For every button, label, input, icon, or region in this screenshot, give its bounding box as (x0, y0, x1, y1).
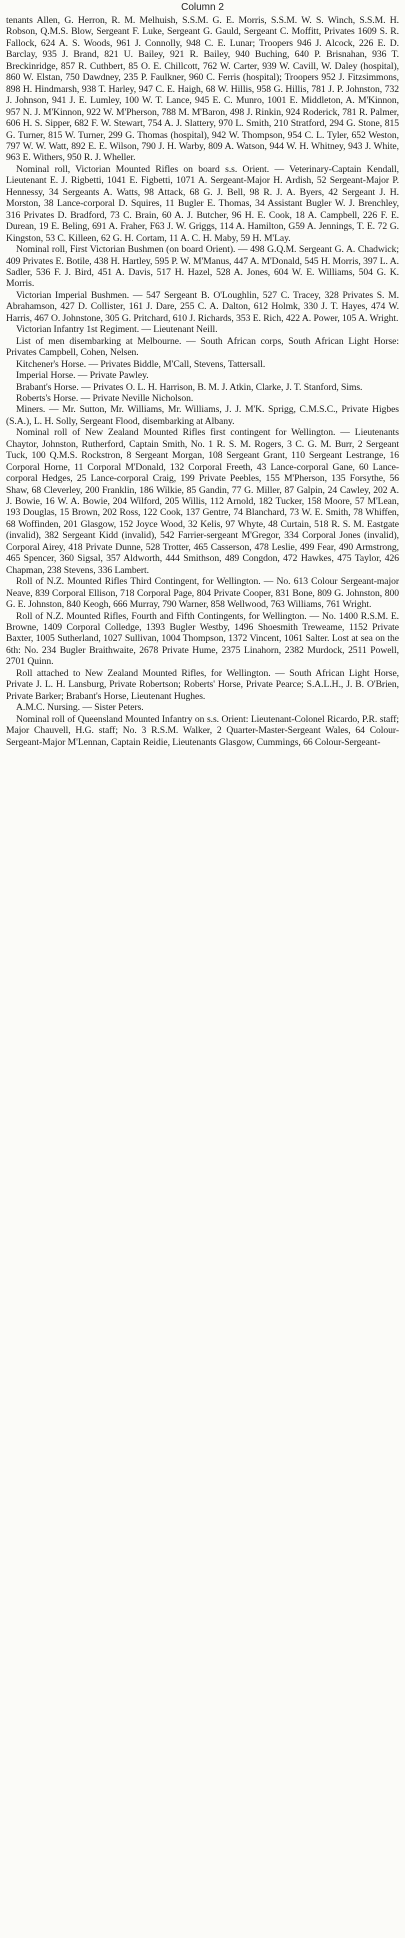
roll-paragraph-13: Roll of N.Z. Mounted Rifles Third Contingent, for Wellington. — No. 613 Colour Sergeant-major Neave, 839 Corporal Ellison, 718 Corporal Page, 804 Private Cooper, 831 Bone, 809 G. Johnston, 800 G. E. Johnston, 840 Keogh, 666 Murray, 790 Warner, 858 Wellwood, 763 Williams, 761 Wright. (6, 576, 399, 611)
article-column (6, 15, 399, 1933)
roll-paragraph-3: Nominal roll, First Victorian Bushmen (on board Orient). — 498 G.Q.M. Sergeant G. A. Chadwick; 409 Privates E. Botile, 438 H. Hartley, 595 P. W. M'Manus, 447 A. M'Donald, 545 H. Morris, 397 L. A. Sadler, 536 F. J. Bird, 451 A. Davis, 517 H. Hazel, 528 A. Jones, 604 W. E. Williams, 504 G. K. Morris. (6, 244, 399, 290)
roll-paragraph-8: Imperial Horse. — Private Pawley. (16, 370, 149, 382)
roll-paragraph-11: Miners. — Mr. Sutton, Mr. Williams, Mr. Williams, J. J. M'K. Sprigg, C.M.S.C., Private Higbes (S.A.), L. H. Solly, Sergeant Flood, disembarking at Albany. (6, 404, 399, 427)
roll-paragraph-10: Roberts's Horse. — Private Neville Nicholson. (16, 392, 194, 404)
roll-paragraph-9: Brabant's Horse. — Privates O. L. H. Harrison, B. M. J. Atkin, Clarke, J. T. Stanford, Sims. (16, 381, 363, 393)
roll-paragraph-1: tenants Allen, G. Herron, R. M. Melhuish, S.S.M. G. E. Morris, S.S.M. W. S. Winch, S.S.M. H. Robson, Q.M.S. Blow, Sergeant F. Luke, Sergeant G. Gauld, Sergeant C. Moffitt, Privates 1609 S. R. Fallock, 624 A. S. Woods, 961 J. Connolly, 948 C. E. Lunar; Troopers 946 J. Alcock, 226 E. D. Barclay, 935 J. Brand, 821 U. Bailey, 921 R. Bailey, 940 Buching, 640 P. Brisnahan, 936 T. Breckinridge, 857 R. Cuthbert, 85 O. E. Chillcott, 762 W. Carter, 939 W. Cavill, W. Daley (hospital), 860 W. Elstan, 750 Dawdney, 235 P. Faulkner, 960 C. Ferris (hospital); Troopers 952 J. Fitzsimmons, 898 H. Hindmarsh, 938 T. Harley, 947 C. E. Haigh, 68 W. Hillis, 958 G. Hillis, 781 J. P. Johnston, 732 J. Johnson, 941 J. E. Lumley, 100 W. T. Lance, 945 E. C. Munro, 1001 E. Middleton, A. M'Kinnon, 957 N. J. M'Kinnon, 922 W. M'Pherson, 788 M. M'Baron, 498 J. Rinkin, 924 Roderick, 781 R. Palmer, 606 H. S. Sipper, 682 F. W. Stewart, 754 A. J. Slattery, 970 L. Smith, 210 Stratford, 294 G. Stone, 815 G. Turner, 815 W. Turner, 299 G. Thomas (hospital), 942 W. Thompson, 954 C. L. Tyler, 652 Weston, 797 W. W. Watt, 892 E. E. Wilson, 790 J. H. Warby, 809 A. Watson, 944 W. H. Whitney, 943 J. White, 963 E. Withers, 950 R. J. Wheller. (6, 15, 399, 164)
roll-paragraph-6: List of men disembarking at Melbourne. — South African corps, South African Light Horse: Privates Campbell, Cohen, Nelsen. (6, 335, 399, 359)
roll-paragraph-14: Roll of N.Z. Mounted Rifles, Fourth and Fifth Contingents, for Wellington. — No. 1400 R.S.M. E. Browne, 1409 Corporal Colledge, 1393 Bugler Westby, 1496 Shoesmith Treweame, 1152 Private Baxter, 1005 Sutherland, 1027 Sullivan, 1004 Thompson, 1372 Vincent, 1061 Salter. Lost at sea on the 6th: No. 234 Bugler Braithwaite, 2678 Private Hume, 2375 Linahorn, 2382 Murdock, 2511 Powell, 2701 Quinn. (6, 610, 399, 668)
roll-paragraph-16: A.M.C. Nursing. — Sister Peters. (16, 702, 144, 714)
roll-paragraph-4: Victorian Imperial Bushmen. — 547 Sergeant B. O'Loughlin, 527 C. Tracey, 328 Privates S. M. Abrahamson, 427 D. Collister, 161 J. Dare, 255 C. A. Dalton, 612 Holmk, 330 J. T. Hayes, 474 W. Harris, 467 O. Johnstone, 305 G. Pritchard, 610 J. Richards, 353 E. Rich, 422 A. Power, 105 A. Wright. (6, 289, 399, 324)
roll-paragraph-15: Roll attached to New Zealand Mounted Rifles, for Wellington. — South African Light Horse, Private J. L. H. Lansburg, Private Robertson; Roberts' Horse, Private Pearce; S.A.L.H., J. B. O'Brien, Private Barker; Brabant's Horse, Lieutenant Hughes. (6, 667, 399, 702)
roll-paragraph-17: Nominal roll of Queensland Mounted Infantry on s.s. Orient: Lieutenant-Colonel Ricardo, P.R. staff; Major Chauvell, H.G. staff; No. 3 R.S.M. Walker, 2 Quarter-Master-Sergeant Wales, 64 Colour-Sergeant-Major M'Lennan, Captain Reidie, Lieutenants Glasgow, Cummings, 66 Colour-Sergeant- (6, 713, 399, 748)
roll-paragraph-12: Nominal roll of New Zealand Mounted Rifles first contingent for Wellington. — Lieutenants Chaytor, Johnston, Rutherford, Captain Smith, No. 1 R. S. M. Rogers, 3 C. G. M. Burr, 2 Sergeant Tuck, 100 Q.M.S. Rockstron, 8 Sergeant Morgan, 108 Sergeant Grant, 110 Sergeant Lestrange, 16 Corporal Horne, 11 Corporal M'Donald, 132 Corporal Freeth, 43 Lance-corporal Gane, 60 Lance-corporal Hedges, 25 Lance-corporal Craig, 199 Private Peebles, 155 M'Pherson, 135 Forsythe, 56 Shaw, 68 Cleverley, 200 Franklin, 186 Wilkie, 85 Gandin, 77 G. Miller, 87 Galpin, 24 Cawley, 202 A. J. Bowie, 16 W. A. Bowie, 204 Wilford, 205 Willis, 112 Arnold, 182 Tucker, 158 Moore, 57 M'Lean, 193 Douglas, 15 Brown, 202 Ross, 122 Cook, 137 Gentre, 74 Blanchard, 73 W. E. Smith, 78 Whiffen, 68 Woffinden, 201 Glasgow, 152 Joyce Wood, 32 Kelis, 97 Whyte, 48 Curtain, 518 R. S. M. Eastgate (invalid), 382 Sergeant Kidd (invalid), 542 Farrier-sergeant M'Gregor, 334 Corporal Jones (invalid), Corporal Airey, 418 Private Dunne, 528 Trotter, 465 Casserson, 478 Leslie, 499 Fear, 490 Armstrong, 465 Spencer, 360 Sigsal, 357 Aldworth, 444 Smithson, 489 Congdon, 472 Hawkes, 475 Taylor, 426 Chapman, 238 Stevens, 336 Lambert. (6, 427, 399, 576)
roll-paragraph-2: Nominal roll, Victorian Mounted Rifles on board s.s. Orient. — Veterinary-Captain Kendall, Lieutenant E. J. Rigbetti, 1041 E. Figbetti, 1071 A. Sergeant-Major H. Ardish, 52 Sergeant-Major P. Hennessy, 34 Sergeants A. Watts, 98 Attack, 68 G. J. Bell, 98 R. J. A. Byers, 42 Sergeant J. H. Morston, 38 Lance-corporal D. Squires, 11 Bugler E. Thomas, 34 Assistant Bugler W. J. Brenchley, 316 Privates D. Bradford, 73 C. Brain, 60 A. J. Butcher, 96 H. E. Cook, 18 A. Campbell, 226 F. E. Durean, 19 E. Beling, 691 A. Fraher, F63 J. W. Griggs, 114 A. Hamilton, G59 A. Jennings, T. E. 72 G. Kingston, 53 C. Killeen, 62 G. H. Cortam, 11 A. C. H. Maby, 59 H. M'Lay. (6, 163, 399, 244)
roll-paragraph-5: Victorian Infantry 1st Regiment. — Lieutenant Neill. (16, 324, 218, 336)
roll-paragraph-7: Kitchener's Horse. — Privates Biddle, M'Call, Stevens, Tattersall. (16, 358, 266, 370)
column-label: Column 2 (181, 2, 224, 13)
